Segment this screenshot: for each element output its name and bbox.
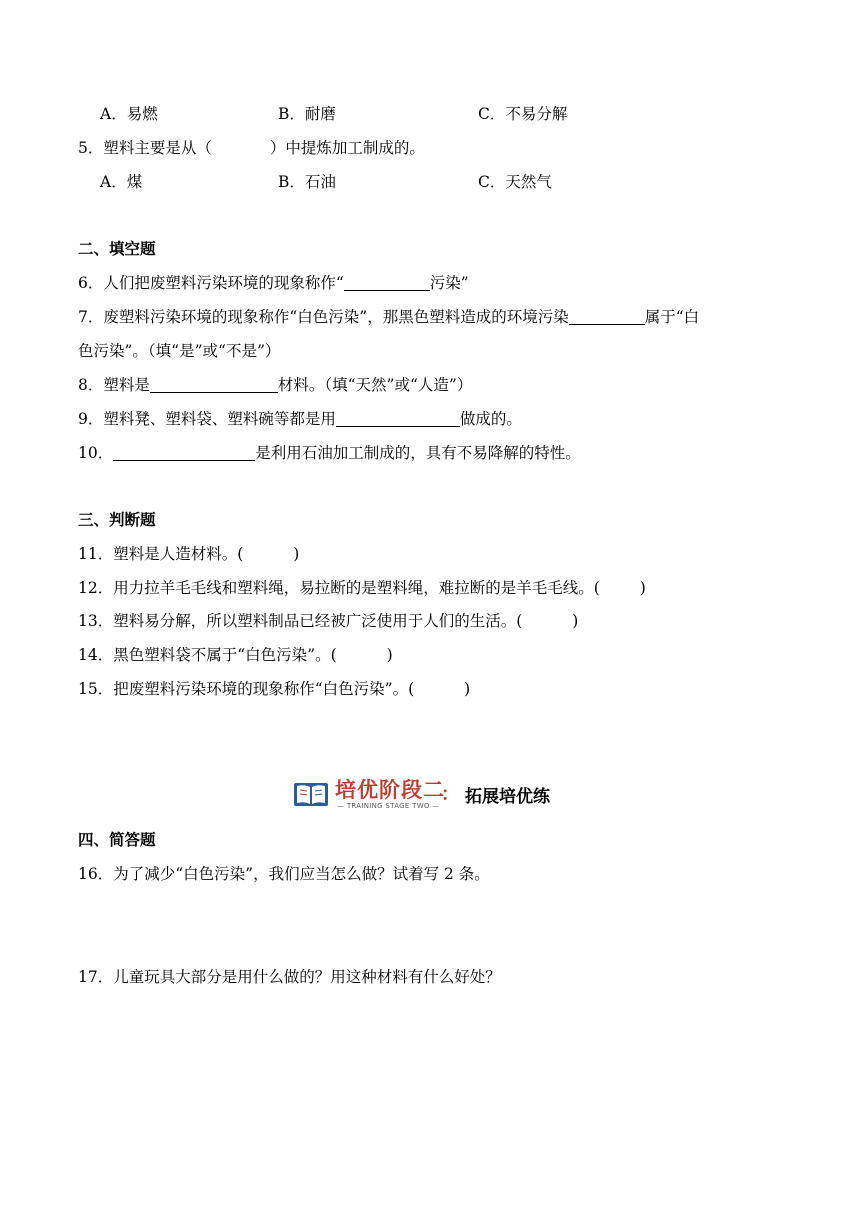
stage-colon: ： — [441, 784, 459, 805]
q10-blank[interactable] — [113, 444, 255, 461]
q8-question — [78, 374, 472, 396]
q9-blank[interactable] — [336, 410, 460, 427]
section-true-false-title: 三、判断题 — [78, 511, 156, 529]
q4-option-a: A．易燃 — [100, 105, 158, 123]
q5-question — [78, 137, 425, 159]
q11-question — [78, 543, 299, 565]
q6-blank[interactable] — [344, 274, 430, 291]
q10-text-post: 是利用石油加工制成的，具有不易降解的特性。 — [255, 444, 581, 462]
q8-text-post: 材料。（填“天然”或“人造”） — [277, 376, 473, 394]
q8-text-pre: 8．塑料是 — [78, 376, 150, 394]
q6-question — [78, 272, 469, 294]
q13-question — [78, 610, 578, 632]
q4-option-c: C．不易分解 — [478, 105, 568, 123]
q5-text-post: ）中提炼加工制成的。 — [269, 139, 425, 157]
q9-text-pre: 9．塑料凳、塑料袋、塑料碗等都是用 — [78, 410, 336, 428]
q5-option-a: A．煤 — [100, 173, 143, 191]
q15-question — [78, 678, 470, 700]
q7-line2: 色污染”。（填“是”或“不是”） — [78, 342, 281, 360]
q9-text-post: 做成的。 — [459, 410, 522, 428]
q7-text-post: 属于“白 — [644, 308, 700, 326]
q16-question: 16．为了减少“白色污染”，我们应当怎么做？试着写 2 条。 — [78, 865, 490, 883]
q8-blank[interactable] — [150, 376, 278, 393]
stage-subtitle: — TRAINING STAGE TWO — — [337, 802, 440, 810]
q7-blank[interactable] — [569, 308, 645, 325]
q7-question — [78, 306, 699, 328]
q5-option-b: B．石油 — [278, 173, 336, 191]
section-fill-blank-title: 二、填空题 — [78, 240, 156, 258]
q13-close-paren: ) — [572, 612, 579, 630]
q4-option-b: B．耐磨 — [278, 105, 336, 123]
q9-question — [78, 408, 522, 430]
q17-question: 17．儿童玩具大部分是用什么做的？用这种材料有什么好处？ — [78, 968, 501, 986]
stage-name: 培优阶段二 — [335, 777, 445, 802]
stage-title: 拓展培优练 — [465, 787, 550, 807]
open-book-icon — [293, 780, 329, 808]
q6-text-pre: 6．人们把废塑料污染环境的现象称作“ — [78, 274, 344, 292]
q5-option-c: C．天然气 — [478, 173, 552, 191]
q14-text: 14．黑色塑料袋不属于“白色污染”。( — [78, 646, 337, 664]
q13-text: 13．塑料易分解，所以塑料制品已经被广泛使用于人们的生活。( — [78, 612, 523, 630]
q5-text-pre: 5．塑料主要是从（ — [78, 139, 212, 157]
q7-text-pre: 7．废塑料污染环境的现象称作“白色污染”，那黑色塑料造成的环境污染 — [78, 308, 569, 326]
q15-text: 15．把废塑料污染环境的现象称作“白色污染”。( — [78, 680, 415, 698]
q12-close-paren: ) — [639, 579, 646, 597]
q14-close-paren: ) — [386, 646, 393, 664]
q12-question — [78, 577, 646, 599]
section-short-answer-title: 四、简答题 — [78, 831, 156, 849]
q15-close-paren: ) — [464, 680, 471, 698]
q10-text-pre: 10． — [78, 444, 114, 462]
q14-question — [78, 644, 393, 666]
q12-text: 12．用力拉羊毛毛线和塑料绳，易拉断的是塑料绳，难拉断的是羊毛毛线。( — [78, 579, 600, 597]
q6-text-post: 污染” — [429, 274, 469, 292]
q11-text: 11．塑料是人造材料。( — [78, 545, 244, 563]
q10-question — [78, 442, 581, 464]
q11-close-paren: ) — [293, 545, 300, 563]
